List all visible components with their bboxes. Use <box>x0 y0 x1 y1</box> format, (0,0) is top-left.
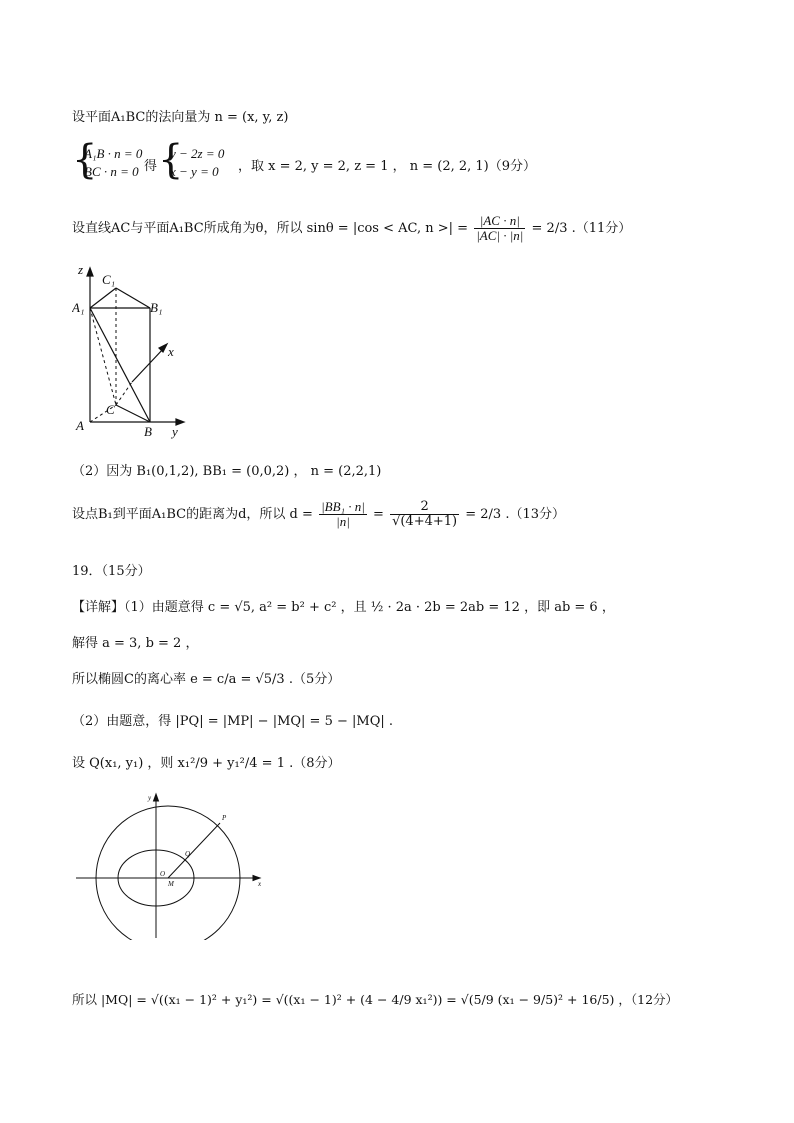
label-b: B <box>144 424 152 439</box>
distance-eq-sign: = <box>373 507 384 522</box>
part2-line: （2）因为 B₁(0,1,2), BB₁ = (0,0,2) ， n = (2,2,1) <box>72 464 382 479</box>
system-get-label: 得 <box>144 159 158 174</box>
distance-fraction-2 <box>390 500 459 529</box>
part2-pq-line: （2）由题意，得 |PQ| = |MP| − |MQ| = 5 − |MQ| . <box>72 714 394 729</box>
q-point-line: 设 Q(x₁, y₁) ，则 x₁²/9 + y₁²/4 = 1 .（8分） <box>72 756 341 771</box>
edge-a1-b <box>90 308 150 422</box>
y-axis-arrow <box>154 794 159 801</box>
label-b1: B₁ <box>150 300 163 315</box>
question-19-heading: 19．（15分） <box>72 564 151 579</box>
prism-figure <box>72 262 272 442</box>
distance-fraction-2-num: 2 <box>390 500 459 515</box>
system-eq-1: A₁B · n = 0 <box>84 146 143 161</box>
edge-c1-b1 <box>116 288 150 308</box>
x-axis-arrow <box>159 344 167 352</box>
angle-fraction <box>474 214 525 243</box>
x-axis <box>132 348 164 382</box>
distance-fraction-den: |n| <box>336 514 350 529</box>
label-c1: C₁ <box>102 272 116 287</box>
label-z: z <box>78 262 84 277</box>
ellipse-circle-figure <box>72 790 272 940</box>
segment-mp <box>168 823 220 878</box>
label-m: M <box>168 880 174 888</box>
angle-line-pre: 设直线AC与平面A₁BC所成角为θ，所以 sinθ = |cos < AC, n >| = <box>72 221 469 236</box>
distance-line <box>72 500 565 529</box>
distance-fraction-num: |BB₁ · n| <box>321 499 365 514</box>
distance-line-post: = 2/3 .（13分） <box>465 507 565 522</box>
angle-line-post: = 2/3 .（11分） <box>531 221 632 236</box>
label-y: y <box>148 794 152 802</box>
label-c: C <box>106 402 115 417</box>
system-result: ，取 x = 2, y = 2, z = 1 ， n = (2, 2, 1)（9分） <box>238 159 537 174</box>
label-y: y <box>172 424 178 439</box>
system-eq-2: BC · n = 0 <box>84 164 139 179</box>
label-p: P <box>222 814 227 822</box>
circle <box>96 806 240 940</box>
edge-a1-c <box>90 308 116 405</box>
label-o: O <box>160 870 166 878</box>
left-brace-2: { <box>158 137 184 183</box>
label-a1: A₁ <box>72 300 85 315</box>
normal-vector-line: 设平面A₁BC的法向量为 n = (x, y, z) <box>72 110 289 125</box>
solve-line: 解得 a = 3, b = 2 ， <box>72 636 199 651</box>
system-eq-3: y − 2z = 0 <box>170 146 225 161</box>
distance-line-pre: 设点B₁到平面A₁BC的距离为d，所以 d = <box>72 507 313 522</box>
angle-fraction-den: |AC| · |n| <box>476 228 524 243</box>
distance-fraction-2-den: √(4+4+1) <box>392 514 458 529</box>
mq-distance-line: 所以 |MQ| = √((x₁ − 1)² + y₁²) = √((x₁ − 1)² + (4 − 4/9 x₁²)) = √(5/9 (x₁ − 9/5)² + 16/5) ，（12分） <box>72 992 679 1007</box>
label-q: Q <box>185 850 191 858</box>
angle-line <box>72 214 631 243</box>
label-a: A <box>76 418 84 433</box>
system-eq-4: x − y = 0 <box>170 164 219 179</box>
detail-part1-line: 【详解】（1）由题意得 c = √5, a² = b² + c² ，且 ½ · 2a · 2b = 2ab = 12 ，即 ab = 6 ， <box>72 600 615 615</box>
left-brace: { <box>72 137 98 183</box>
distance-fraction <box>319 500 367 529</box>
label-x: x <box>258 880 262 888</box>
eccentricity-line: 所以椭圆C的离心率 e = c/a = √5/3 .（5分） <box>72 672 341 687</box>
z-axis-arrow <box>87 268 93 276</box>
edge-a1-c1 <box>90 288 116 308</box>
x-axis-hidden <box>116 382 132 405</box>
angle-fraction-num: |AC · n| <box>474 214 525 229</box>
label-x: x <box>168 344 174 359</box>
